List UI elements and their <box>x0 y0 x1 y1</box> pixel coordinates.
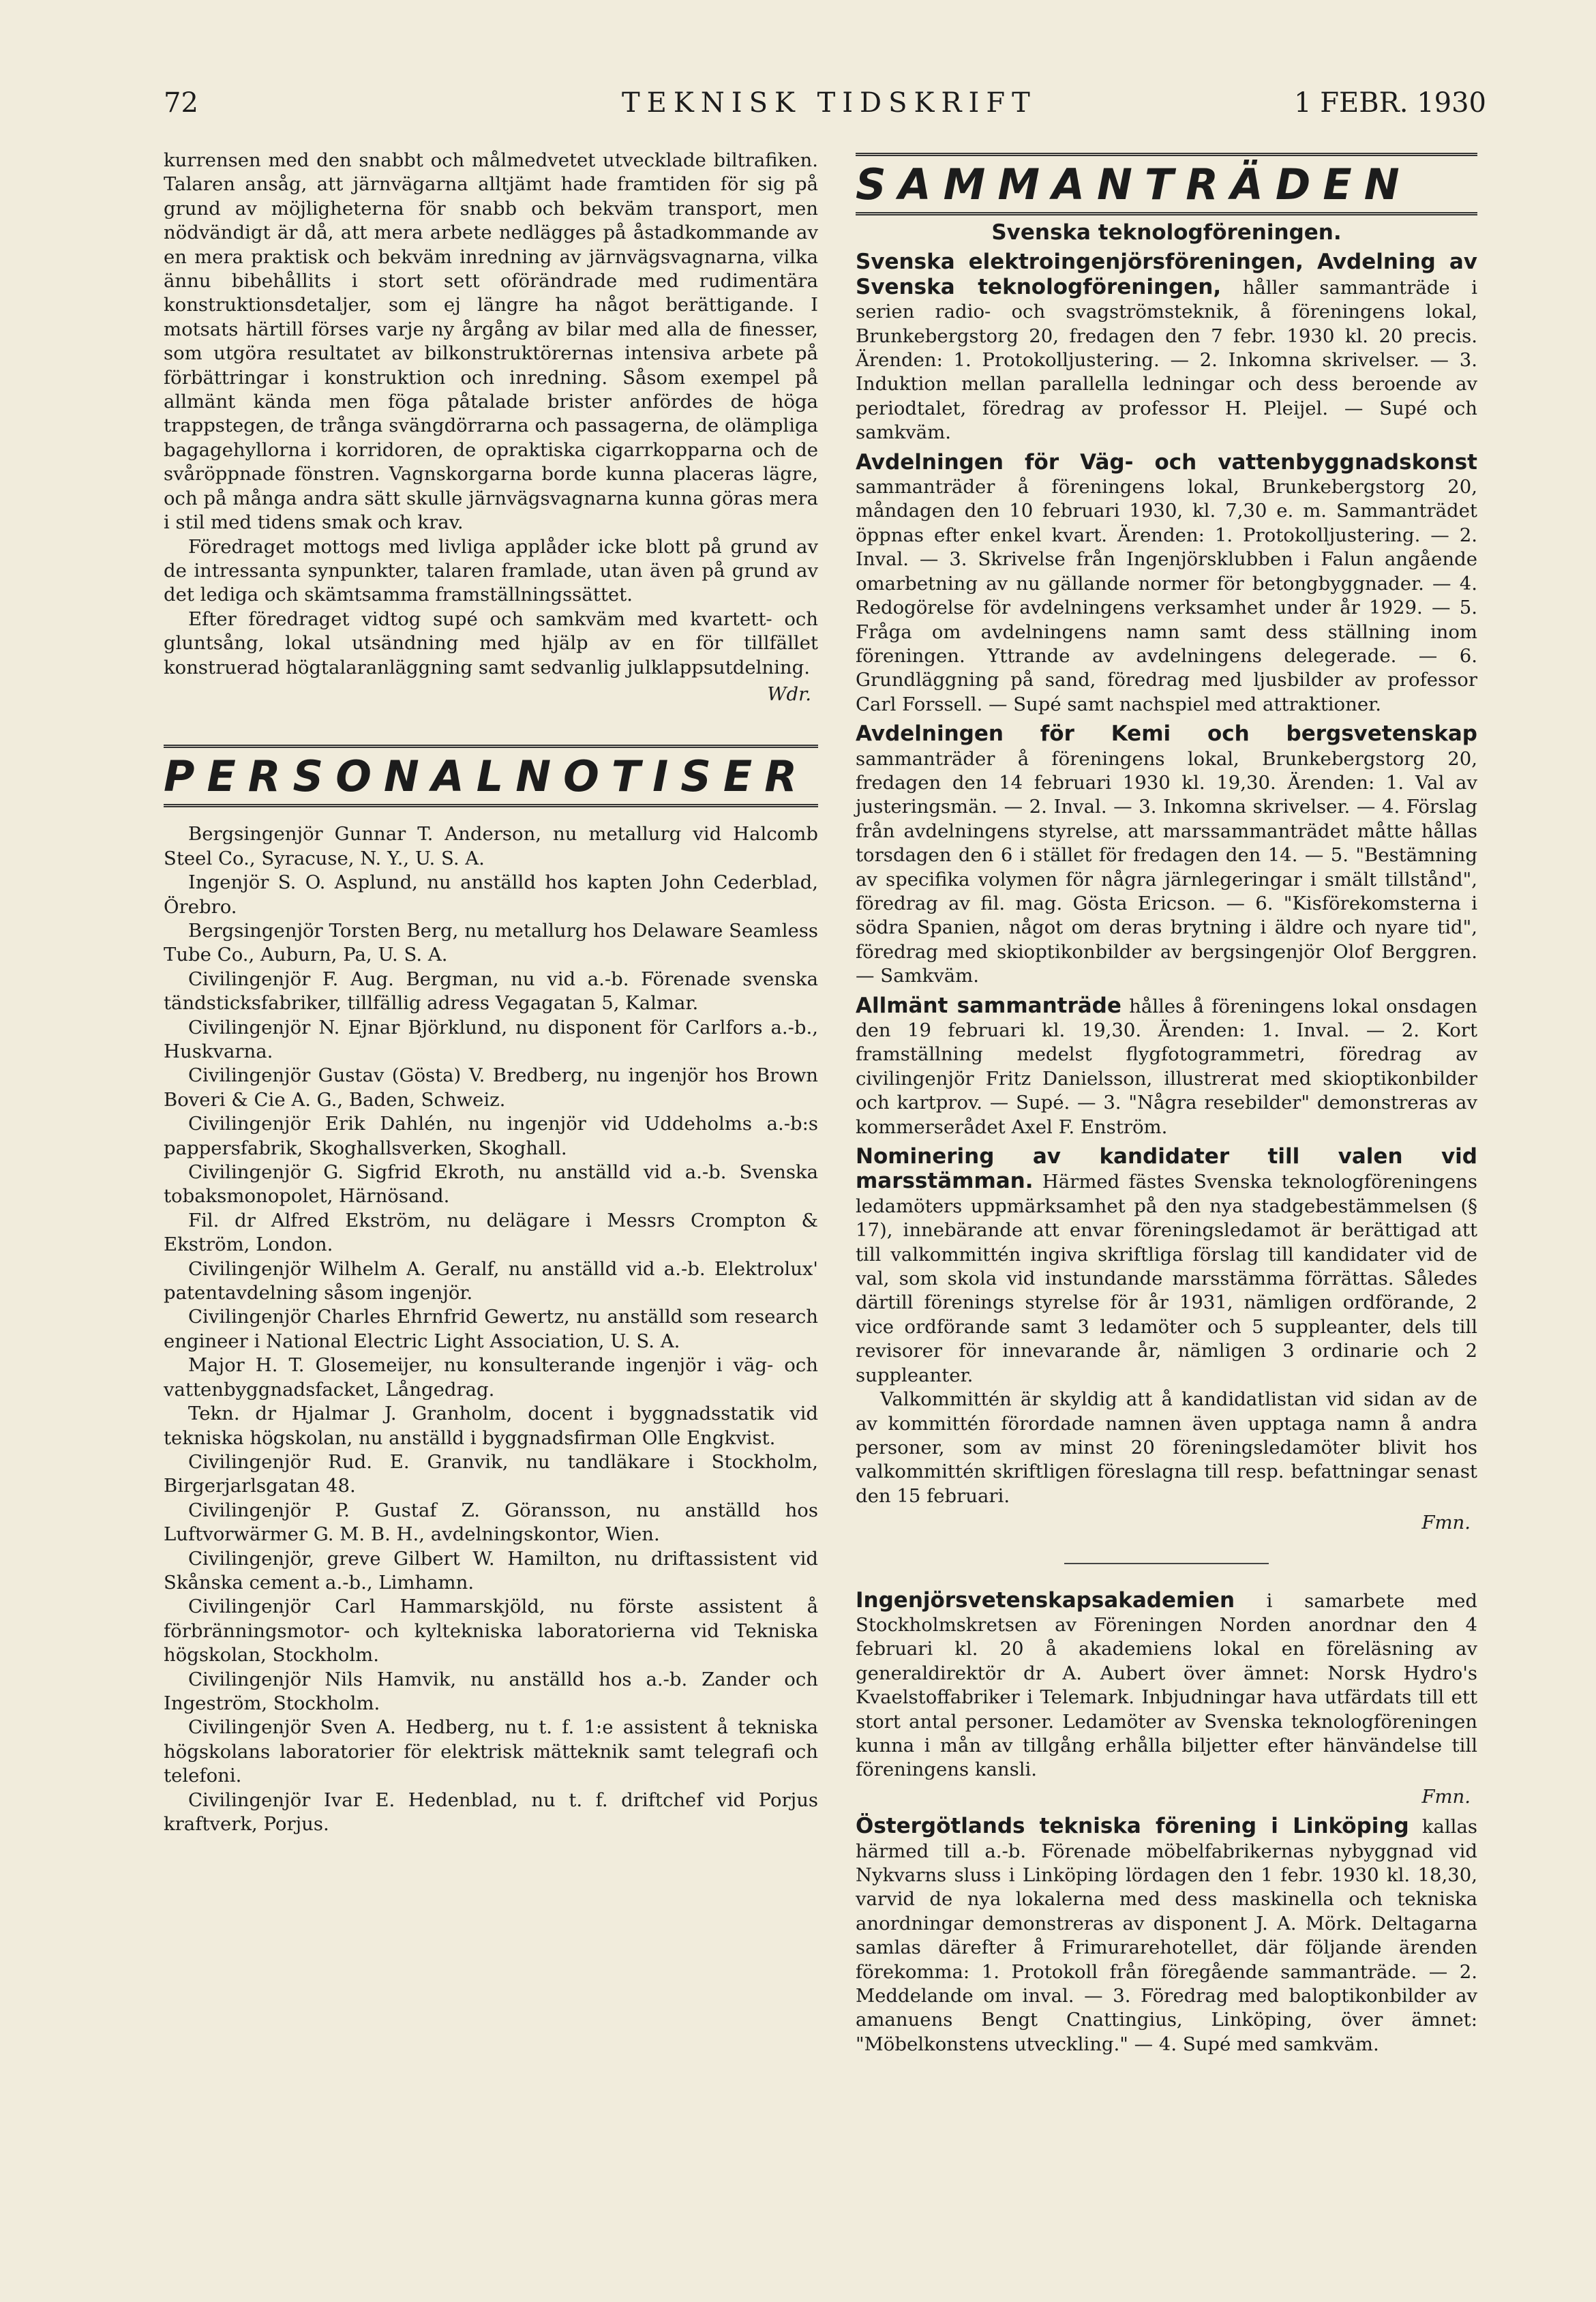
person-text: nu anställd vid a.-b. Svenska tobaksmonopolet, Härnösand. <box>164 1161 818 1208</box>
person-entry <box>164 1305 818 1354</box>
person-name: Gilbert W. Hamilton, <box>393 1547 602 1570</box>
divider-rule <box>1064 1563 1269 1564</box>
person-name: Hjalmar J. Granholm, <box>291 1403 513 1425</box>
person-title: Civilingenjör <box>188 1064 311 1087</box>
left-column <box>164 149 818 1836</box>
notice-lead: Nominering av kandidater till valen vid marsstämman. <box>856 1144 1477 1194</box>
notice-lead: Ingenjörsvetenskapsakademien <box>856 1587 1235 1613</box>
person-text: nu anställd hos a.-b. Zander och Ingeström, Stockholm. <box>164 1668 818 1714</box>
running-header <box>164 87 1486 128</box>
notice-entry <box>856 994 1477 1139</box>
person-list <box>164 822 818 1836</box>
notice-text: sammanträder å föreningens lokal, Brunkebergstorg 20, fredagen den 14 februari 1930 kl. 19,30. Ärenden: 1. Val av justeringsmän. — 2. Inval. — 3. Inkomna skrivelser. — 4. Förslag från avdelningens styrelse, att marssammanträdet måtte hållas torsdagen den 6 i stället för fredagen den 14. — 5. "Bestämning av specifika volymen för några järnlegeringar i smält tillstånd", föredrag av fil. mag. Gösta Ericson. — 6. "Kisförekomsterna i södra Spanien, något om deras brytning i äldre och nyare tid", föredrag med skioptikonbilder av bergsingenjör Olof Berggren. — Samkväm. <box>856 747 1477 987</box>
notice-entry <box>856 250 1477 445</box>
right-column <box>856 149 1477 2057</box>
person-title: Civilingenjör <box>188 1668 311 1690</box>
person-text: nu tandläkare i Stockholm, Birgerjarlsgatan 48. <box>164 1450 818 1497</box>
person-title: Civilingenjör <box>188 1716 311 1739</box>
section-title-personalnotiser: PERSONALNOTISER <box>164 745 818 807</box>
person-title: Fil. dr <box>188 1209 256 1231</box>
person-text: nu driftassistent vid Skånska cement a.-b., Limhamn. <box>164 1547 818 1594</box>
notice-paragraph: Valkommittén är skyldig att å kandidatlistan vid sidan av de av kommittén förordade namnen även upptaga namn å andra personer, som av minst 20 föreningsledamöter blivit hos valkommittén skriftligen föreslagna till resp. befattningar senast den 15 februari. <box>856 1388 1477 1507</box>
person-name: Torsten Berg, <box>329 919 459 942</box>
person-name: N. Ejnar Björklund, <box>318 1016 508 1038</box>
person-entry <box>164 1499 818 1547</box>
person-text: nu metallurg hos Delaware Seamless Tube Co., Auburn, Pa, U. S. A. <box>164 919 818 966</box>
person-title: Civilingenjör <box>188 1789 311 1811</box>
person-text: nu metallurg vid Halcomb Steel Co., Syracuse, N. Y., U. S. A. <box>164 823 818 869</box>
notice-entry <box>856 722 1477 988</box>
person-name: Sven A. Hedberg, <box>320 1716 496 1739</box>
person-name: Gustav (Gösta) V. Bredberg, <box>318 1064 589 1087</box>
person-text: nu anställd hos kapten John Cederblad, Örebro. <box>164 871 818 918</box>
person-name: Nils Hamvik, <box>325 1668 457 1690</box>
person-text: nu disponent för Carlfors a.-b., Huskvarna. <box>164 1016 819 1062</box>
person-entry <box>164 1668 818 1716</box>
person-text: nu ingenjör hos Brown Boveri & Cie A. G., Baden, Schweiz. <box>164 1064 818 1111</box>
person-text: nu delägare i Messrs Crompton & Ekström, London. <box>164 1209 818 1256</box>
person-title: Civilingenjör <box>188 1257 311 1280</box>
person-text: nu anställd vid a.-b. Elektrolux' patentavdelning såsom ingenjör. <box>164 1257 818 1304</box>
person-title: Ingenjör <box>188 871 269 894</box>
person-entry <box>164 1716 818 1788</box>
person-name: Gunnar T. Anderson, <box>334 823 542 846</box>
person-name: F. Aug. Bergman, <box>322 968 499 990</box>
person-entry <box>164 1016 818 1064</box>
page-number: 72 <box>164 87 198 119</box>
notice-lead: Allmänt sammanträde <box>856 993 1121 1018</box>
person-name: G. Sigfrid Ekroth, <box>323 1161 505 1184</box>
notice-lead: Svenska elektroingenjörsföreningen, Avdelning av Svenska teknologföreningen, <box>856 250 1477 299</box>
person-title: Bergsingenjör <box>188 919 323 942</box>
person-entry <box>164 919 818 968</box>
article-paragraph: Efter föredraget vidtog supé och samkväm med kvartett- och gluntsång, lokal utsändning med hjälp av en för tillfället konstruerad högtalaranläggning samt sedvanlig julklappsutdelning. <box>164 608 818 678</box>
person-text: docent i byggnadsstatik vid tekniska högskolan, nu anställd i byggnadsfirman Olle Engkvist. <box>164 1403 819 1449</box>
person-entry <box>164 871 818 919</box>
person-entry <box>164 1789 818 1837</box>
person-name: Alfred Ekström, <box>271 1209 432 1231</box>
article-continuation: kurrensen med den snabbt och målmedvetet utvecklade biltrafiken. Talaren ansåg, att järnvägarna alltjämt hade framtiden för sig på grund av möjligheterna för snabb och bekväm transport, men nödvändigt är då, att mera arbete nedlägges på åstadkommande av en mera praktisk och bekväm inredning av järnvägsvagnarna, vilka ännu bibehållits i stort sett oförändrade med rudimentära konstruktionsdetaljer, som ej längre ha något berättigande. I motsats härtill förses varje ny årgång av bilar med alla de finesser, som utgöra resultatet av bilkonstruktörernas intensiva arbete på förbättringar i konstruktion och inredning. Såsom exempel på allmänt kända men föga påtalade brister anfördes de höga trappstegen, de trånga svängdörrarna och passagerna, de olämpliga bagagehyllorna i korridoren, de opraktiska cigarrkopparna och de svåröppnade fönstren. Vagnskorgarna borde kunna placeras lägre, och på många andra sätt skulle järnvägsvagnarna kunna göras mera i stil med tidens smak och krav. <box>164 149 818 534</box>
person-title: Civilingenjör <box>188 1499 311 1521</box>
person-name: S. O. Asplund, <box>277 871 418 894</box>
person-name: Rud. E. Granvik, <box>328 1450 509 1473</box>
person-entry <box>164 968 818 1016</box>
notice-entry <box>856 1145 1477 1388</box>
person-title: Civilingenjör <box>188 1306 311 1328</box>
person-title: Bergsingenjör <box>188 823 323 846</box>
person-name: P. Gustaf Z. Göransson, <box>335 1499 612 1521</box>
person-entry <box>164 1547 818 1596</box>
article-paragraph: Föredraget mottogs med livliga applåder icke blott på grund av de intressanta synpunkter, talaren framlade, utan även på grund av det lediga och skämtsamma framställningssättet. <box>164 535 818 606</box>
person-name: Erik Dahlén, <box>325 1113 453 1135</box>
person-title: Civilingenjör <box>188 968 311 990</box>
subheading: Svenska teknologföreningen. <box>991 220 1342 245</box>
person-title: Civilingenjör <box>188 1450 311 1473</box>
person-entry <box>164 1402 818 1450</box>
person-text: nu t. f. 1:e assistent å tekniska högskolans laboratorier för elektrisk mätteknik samt telegrafi och telefoni. <box>164 1716 818 1787</box>
notice-entry <box>856 1814 1477 2057</box>
person-title: Civilingenjör <box>188 1016 311 1038</box>
section-title-sammantraden: SAMMANTRÄDEN <box>856 153 1477 215</box>
person-title: Civilingenjör, greve <box>188 1547 381 1570</box>
person-entry <box>164 1595 818 1667</box>
notice-text: håller sammanträde i serien radio- och svagströmsteknik, å föreningens lokal, Brunkebergstorg 20, fredagen den 7 febr. 1930 kl. 20 precis. Ärenden: 1. Protokolljustering. — 2. Inkomna skrivelser. — 3. Induktion mellan parallella ledningar och dess beroende av periodtalet, föredrag av professor H. Pleijel. — Supé och samkväm. <box>856 276 1477 444</box>
person-text: nu anställd hos Luftvorwärmer G. M. B. H., avdelningskontor, Wien. <box>164 1499 818 1546</box>
person-title: Civilingenjör <box>188 1161 311 1184</box>
notice-entry <box>856 451 1477 717</box>
notice-entry <box>856 1589 1477 1782</box>
person-entry <box>164 1354 818 1402</box>
notice-lead: Östergötlands tekniska förening i Linköping <box>856 1814 1409 1839</box>
person-entry <box>164 822 818 871</box>
issue-date: 1 FEBR. 1930 <box>1294 87 1486 119</box>
notice-text: sammanträder å föreningens lokal, Brunkebergstorg 20, måndagen den 10 februari 1930, kl. 7,30 e. m. Sammanträdet öppnas efter enkel kvart. Ärenden: 1. Protokolljustering. — 2. Inval. — 3. Skrivelse från Ingenjörsklubben i Falun angående omarbetning av nu gällande normer för betongbyggnader. — 4. Redogörelse för avdelningens verksamhet under år 1929. — 5. Fråga om avdelningens namn samt dess ställning inom föreningen. Yttrande av avdelningens delegerade. — 6. Grundläggning på sand, föredrag med ljusbilder av professor Carl Forssell. — Supé samt nachspiel med attraktioner. <box>856 476 1477 715</box>
notice-text: hålles å föreningens lokal onsdagen den 19 februari kl. 19,30. Ärenden: 1. Inval. — 2. Kort framställning medelst flygfotogrammetri, föredrag av civilingenjör Fritz Danielsson, illustrerat med skioptikonbilder och kartprov. — Supé. — 3. "Några resebilder" demonstreras av kommerserådet Axel F. Enström. <box>856 995 1477 1138</box>
person-text: nu anställd som research engineer i National Electric Light Association, U. S. A. <box>164 1306 818 1352</box>
person-title: Major <box>188 1354 245 1377</box>
journal-title: TEKNISK TIDSKRIFT <box>622 87 1037 119</box>
person-text: nu ingenjör vid Uddeholms a.-b:s pappersfabrik, Skoghallsverken, Skoghall. <box>164 1113 818 1159</box>
person-text: nu t. f. driftchef vid Porjus kraftverk, Porjus. <box>164 1789 819 1835</box>
person-name: Wilhelm A. Geralf, <box>319 1257 500 1280</box>
person-name: H. T. Glosemeijer, <box>255 1354 434 1377</box>
person-text: nu vid a.-b. Förenade svenska tändsticksfabriker, tillfällig adress Vegagatan 5, Kalmar. <box>164 968 818 1015</box>
notice-signature: Fmn. <box>1421 1785 1471 1808</box>
notice-text: i samarbete med Stockholmskretsen av Föreningen Norden anordnar den 4 februari kl. 20 å akademiens lokal en föreläsning av generaldirektör dr A. Aubert över ämnet: Norsk Hydro's Kvaelstoffabriker i Telemark. Inbjudningar hava utfärdats till ett stort antal personer. Ledamöter av Svenska teknologföreningen kunna i mån av tillgång erhålla biljetter efter hänvändelse till föreningens kansli. <box>856 1589 1478 1781</box>
person-text: nu konsulterande ingenjör i väg- och vattenbyggnadsfacket, Långedrag. <box>164 1354 818 1401</box>
person-entry <box>164 1257 818 1306</box>
person-name: Charles Ehrnfrid Gewertz, <box>317 1306 570 1328</box>
person-text: nu förste assistent å förbränningsmotor- och kyltekniska laboratorierna vid Tekniska högskolan, Stockholm. <box>164 1596 818 1666</box>
person-title: Tekn. dr <box>188 1403 277 1425</box>
notice-lead: Avdelningen för Kemi och bergsvetenskap <box>856 721 1477 747</box>
person-entry <box>164 1064 818 1112</box>
person-entry <box>164 1112 818 1161</box>
person-name: Ivar E. Hedenblad, <box>323 1789 518 1811</box>
person-title: Civilingenjör <box>188 1113 311 1135</box>
notice-lead: Avdelningen för Väg- och vattenbyggnadskonst <box>856 449 1477 475</box>
notice-text: Härmed fästes Svenska teknologföreningens ledamöters uppmärksamhet på den nya stadgebestämmelsen (§ 17), innebärande att envar föreningsledamot är berättigad att till valkommittén ingiva skriftliga förslag till kandidater vid de val, som skola vid instundande marsstämma förrättas. Således därtill förenings styrelse för år 1931, nämligen ordförande, 2 vice ordförande samt 3 ledamöter och 5 suppleanter, dels till revisorer för innevarande år, nämligen 3 ordinarie och 2 suppleanter. <box>856 1171 1477 1386</box>
person-entry <box>164 1450 818 1499</box>
notice-text: kallas härmed till a.-b. Förenade möbelfabrikernas nybyggnad vid Nykvarns sluss i Linköping lördagen den 1 febr. 1930 kl. 18,30, varvid de nya lokalerna med dess maskinella och tekniska anordningar demonstreras av disponent J. A. Mörk. Deltagarna samlas därefter å Frimurarehotellet, där följande ärenden förekomma: 1. Protokoll från föregående sammanträde. — 2. Meddelande om inval. — 3. Föredrag med baloptikonbilder av amanuens Bengt Cnattingius, Linköping, över ämnet: "Möbelkonstens utveckling." — 4. Supé med samkväm. <box>856 1816 1477 2055</box>
person-entry <box>164 1209 818 1257</box>
person-entry <box>164 1161 818 1209</box>
article-signature: Wdr. <box>767 683 811 705</box>
person-name: Carl Hammarskjöld, <box>335 1596 545 1618</box>
notice-signature: Fmn. <box>1421 1512 1471 1534</box>
person-title: Civilingenjör <box>188 1596 311 1618</box>
